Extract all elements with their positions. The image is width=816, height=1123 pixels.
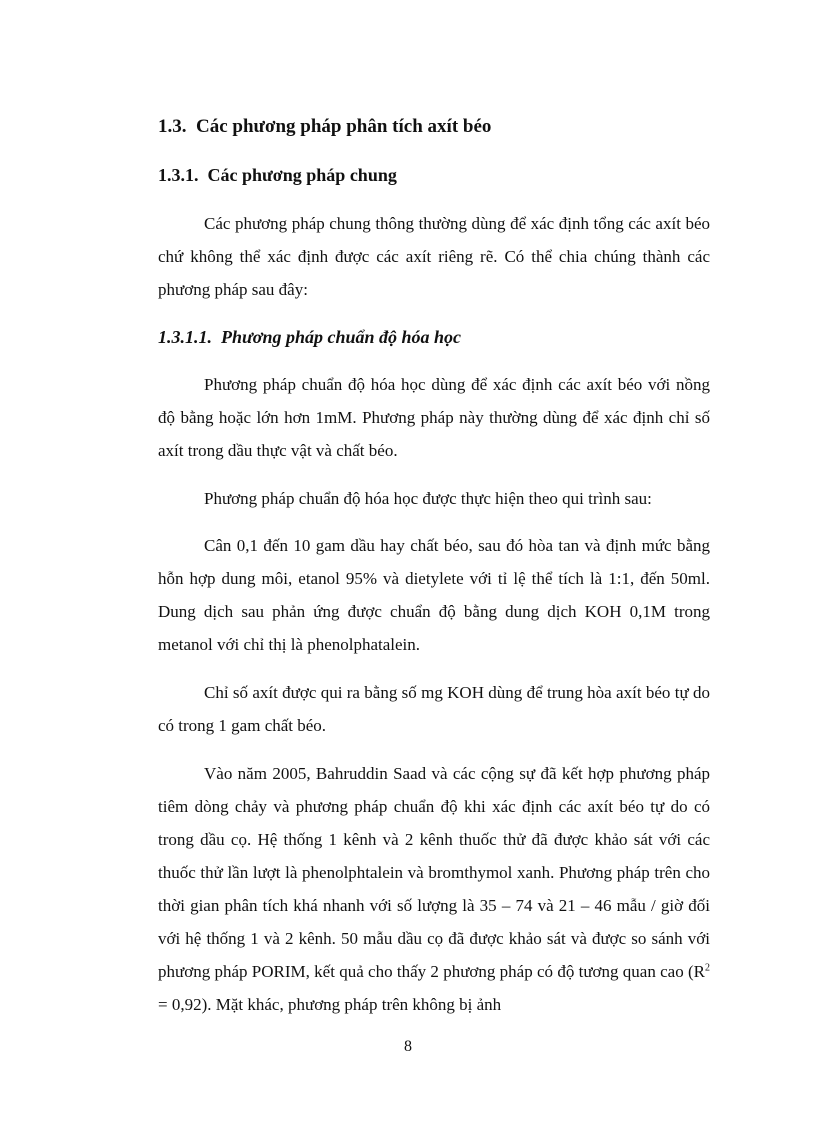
subsection-title: Các phương pháp chung <box>207 165 397 185</box>
paragraph-procedure-intro: Phương pháp chuẩn độ hóa học được thực hiện theo qui trình sau: <box>204 489 652 508</box>
research-text-tail: = 0,92). Mặt khác, phương pháp trên không bị ảnh <box>158 995 502 1014</box>
subsubsection-title: Phương pháp chuẩn độ hóa học <box>221 327 462 347</box>
paragraph-acid-index: Chỉ số axít được qui ra bằng số mg KOH dùng để trung hòa axít béo tự do có trong 1 gam chất béo. <box>158 683 710 735</box>
paragraph-research-review <box>158 757 710 1021</box>
research-text-main: Vào năm 2005, Bahruddin Saad và các cộng sự đã kết hợp phương pháp tiêm dòng chảy và phương pháp chuẩn độ khi xác định các axít béo tự do có trong dầu cọ. Hệ thống 1 kênh và 2 kênh thuốc thử đã được khảo sát với các thuốc thử lần lượt là phenolphtalein và bromthymol xanh. Phương pháp trên cho thời gian phân tích khá nhanh với số lượng là 35 – 74 và 21 – 46 mẫu / giờ đối với hệ thống 1 và 2 kênh. 50 mẫu dầu cọ đã được khảo sát và được so sánh với phương pháp PORIM, kết quả cho thấy 2 phương pháp có độ tương quan cao (R <box>158 764 710 981</box>
section-title: Các phương pháp phân tích axít béo <box>196 116 492 137</box>
paragraph-procedure-steps: Cân 0,1 đến 10 gam dầu hay chất béo, sau đó hòa tan và định mức bằng hỗn hợp dung môi, etanol 95% và dietylete với tỉ lệ thể tích là 1:1, đến 50ml. Dung dịch sau phản ứng được chuẩn độ bằng dung dịch KOH 0,1M trong metanol với chỉ thị là phenolphatalein. <box>158 536 710 654</box>
paragraph-method-description: Phương pháp chuẩn độ hóa học dùng để xác định các axít béo với nồng độ bằng hoặc lớn hơn 1mM. Phương pháp này thường dùng để xác định chỉ số axít trong dầu thực vật và chất béo. <box>158 375 710 460</box>
section-number: 1.3. <box>158 116 187 137</box>
section-heading <box>158 116 491 138</box>
page-number: 8 <box>404 1038 412 1055</box>
subsubsection-number: 1.3.1.1. <box>158 327 212 347</box>
subsection-heading <box>158 165 397 186</box>
subsubsection-heading <box>158 327 461 348</box>
superscript: 2 <box>705 962 710 974</box>
subsection-number: 1.3.1. <box>158 165 199 185</box>
paragraph-intro: Các phương pháp chung thông thường dùng để xác định tổng các axít béo chứ không thể xác định được các axít riêng rẽ. Có thể chia chúng thành các phương pháp sau đây: <box>158 214 710 299</box>
